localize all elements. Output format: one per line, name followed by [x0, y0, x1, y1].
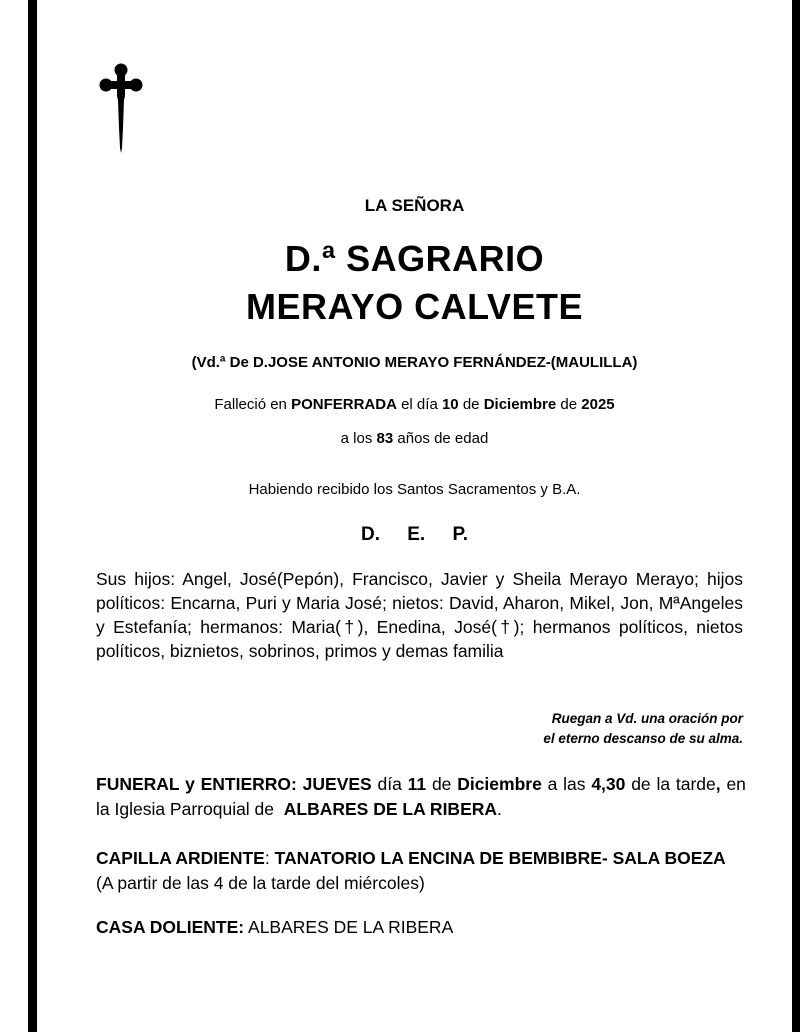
funeral-month: Diciembre [457, 774, 542, 794]
death-day: 10 [441, 396, 459, 413]
right-border [792, 0, 800, 1032]
funeral-t1: día [377, 774, 402, 794]
funeral-label: FUNERAL y ENTIERRO: JUEVES [96, 774, 372, 794]
age-suffix: años de edad [397, 430, 489, 447]
prayer-line1: Ruegan a Vd. una oración por [551, 711, 743, 726]
death-month: Diciembre [483, 396, 557, 413]
death-prefix: Falleció en [214, 396, 287, 413]
capilla-colon: : [264, 848, 270, 868]
funeral-comma: , [715, 774, 721, 794]
death-line [37, 396, 792, 413]
funeral-t5: en la Iglesia Parroquial de [96, 774, 746, 819]
funeral-time: 4,30 [591, 774, 626, 794]
funeral-end: . [497, 799, 502, 819]
death-mid1: el día [401, 396, 438, 413]
santiago-cross-icon [98, 62, 144, 154]
death-year: 2025 [581, 396, 615, 413]
funeral-info [96, 772, 746, 822]
capilla-place: TANATORIO LA ENCINA DE BEMBIBRE- SALA BOEZA [274, 848, 726, 868]
left-border [28, 0, 37, 1032]
family-list: Sus hijos: Angel, José(Pepón), Francisco, Javier y Sheila Merayo Merayo; hijos políticos: Encarna, Puri y Maria José; nietos: David, Aharon, Mikel, Jon, MªAngeles y Estefanía; hermanos: Maria(†), Enedina, José(†); hermanos políticos, nietos políticos, biznietos, sobrinos, primos y demas familia [96, 569, 743, 661]
sacraments: Habiendo recibido los Santos Sacramentos y B.A. [248, 481, 581, 498]
casa-label: CASA DOLIENTE: [96, 917, 245, 937]
funeral-t2: de [431, 774, 452, 794]
casa-place: ALBARES DE LA RIBERA [248, 917, 454, 937]
death-mid2: de [462, 396, 480, 413]
deceased-name-line2: MERAYO CALVETE [245, 286, 584, 327]
capilla-info [96, 846, 746, 896]
funeral-day: 11 [407, 774, 427, 794]
death-place: PONFERRADA [291, 396, 397, 413]
prayer [400, 709, 743, 749]
dep: D. E. P. [360, 524, 468, 545]
age-value: 83 [376, 430, 394, 447]
age-prefix: a los [340, 430, 373, 447]
widow-of: (Vd.ª De D.JOSE ANTONIO MERAYO FERNÁNDEZ-(MAULILLA) [191, 354, 638, 371]
death-mid3: de [560, 396, 578, 413]
funeral-t3: a las [547, 774, 586, 794]
capilla-note: (A partir de las 4 de la tarde del miércoles) [96, 873, 425, 893]
prayer-line2: el eterno descanso de su alma. [543, 731, 743, 746]
funeral-place: ALBARES DE LA RIBERA [283, 799, 498, 819]
funeral-t4: de la tarde [631, 774, 716, 794]
subtitle: LA SEÑORA [364, 196, 465, 215]
capilla-label: CAPILLA ARDIENTE [96, 848, 265, 868]
deceased-name-line1: D.ª SAGRARIO [284, 238, 545, 279]
casa-info [96, 915, 746, 940]
age-line [37, 430, 792, 447]
